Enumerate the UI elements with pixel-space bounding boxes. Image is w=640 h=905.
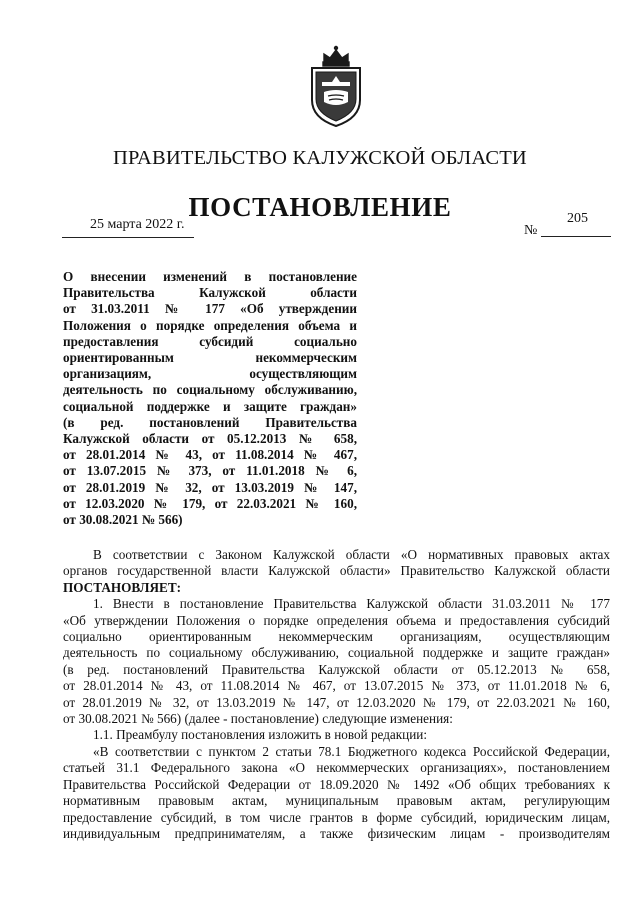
body-line: статьей 31.1 Федерального закона «О некоммерческих организациях», постановлением	[63, 760, 610, 776]
body-line: предоставление субсидий, в том числе грантов в форме субсидий, юридическим лицам,	[63, 809, 610, 825]
subject-line: Положения о порядке определения объема и	[63, 317, 357, 333]
body-line: «Об утверждении Положения о порядке определения объема и предоставления субсидий	[63, 612, 610, 628]
document-number-label: №	[524, 223, 538, 238]
document-subject	[63, 269, 357, 528]
subject-line: от 28.01.2014 № 43, от 11.08.2014 № 467,	[63, 447, 357, 463]
subject-line: Калужской области от 05.12.2013 № 658,	[63, 431, 357, 447]
number-underline	[541, 236, 611, 237]
body-line: от 30.08.2021 № 566) (далее - постановление) следующие изменения:	[63, 711, 453, 727]
subject-line: предоставления субсидий социально	[63, 333, 357, 349]
body-line: 1. Внести в постановление Правительства Калужской области 31.03.2011 № 177	[93, 596, 610, 612]
subject-line: от 28.01.2019 № 32, от 13.03.2019 № 147,	[63, 479, 357, 495]
document-date: 25 марта 2022 г.	[90, 217, 185, 232]
date-underline	[62, 237, 194, 238]
coat-of-arms-icon	[302, 42, 370, 128]
subject-line: от 12.03.2020 № 179, от 22.03.2021 № 160,	[63, 495, 357, 511]
subject-line: социальной поддержке и защите граждан»	[63, 398, 357, 414]
subject-line: О внесении изменений в постановление	[63, 269, 357, 284]
body-line: от 28.01.2019 № 32, от 13.03.2019 № 147, от 12.03.2020 № 179, от 22.03.2021 № 160,	[63, 694, 610, 710]
subject-line: организациям, осуществляющим	[63, 366, 357, 382]
body-line: 1.1. Преамбулу постановления изложить в новой редакции:	[93, 727, 428, 743]
body-line: индивидуальным предпринимателям, а также физическим лицам - производителям	[63, 825, 610, 841]
subject-line: ориентированным некоммерческим	[63, 350, 357, 366]
subject-line: от 13.07.2015 № 373, от 11.01.2018 № 6,	[63, 463, 357, 479]
document-body	[63, 547, 610, 842]
subject-line: от 30.08.2021 № 566)	[63, 512, 183, 528]
document-number: 205	[567, 211, 588, 226]
body-line: В соответствии с Законом Калужской области «О нормативных правовых актах	[93, 547, 610, 562]
body-line: от 28.01.2014 № 43, от 11.08.2014 № 467, от 13.07.2015 № 373, от 11.01.2018 № 6,	[63, 678, 610, 694]
body-line: социально ориентированным некоммерческим организациям, осуществляющим	[63, 629, 610, 645]
body-line: деятельность по социальному обслуживанию, социальной поддержке и защите граждан»	[63, 645, 610, 661]
subject-line: (в ред. постановлений Правительства	[63, 414, 357, 430]
body-line: органов государственной власти Калужской области» Правительство Калужской области	[63, 563, 610, 579]
subject-line: деятельность по социальному обслуживанию,	[63, 382, 357, 398]
body-line: «В соответствии с пунктом 2 статьи 78.1 Бюджетного кодекса Российской Федерации,	[93, 743, 610, 759]
subject-line: Правительства Калужской области	[63, 285, 357, 301]
body-line: Правительства Российской Федерации от 18.09.2020 № 1492 «Об общих требованиях к	[63, 776, 610, 792]
resolution-keyword: ПОСТАНОВЛЯЕТ:	[63, 579, 182, 595]
document-type-heading: ПОСТАНОВЛЕНИЕ	[188, 192, 452, 222]
body-line: нормативным правовым актам, муниципальным правовым актам, регулирующим	[63, 793, 610, 809]
government-title: ПРАВИТЕЛЬСТВО КАЛУЖСКОЙ ОБЛАСТИ	[113, 147, 527, 169]
subject-line: от 31.03.2011 № 177 «Об утверждении	[63, 301, 357, 317]
body-line: (в ред. постановлений Правительства Калужской области от 05.12.2013 № 658,	[63, 661, 610, 677]
